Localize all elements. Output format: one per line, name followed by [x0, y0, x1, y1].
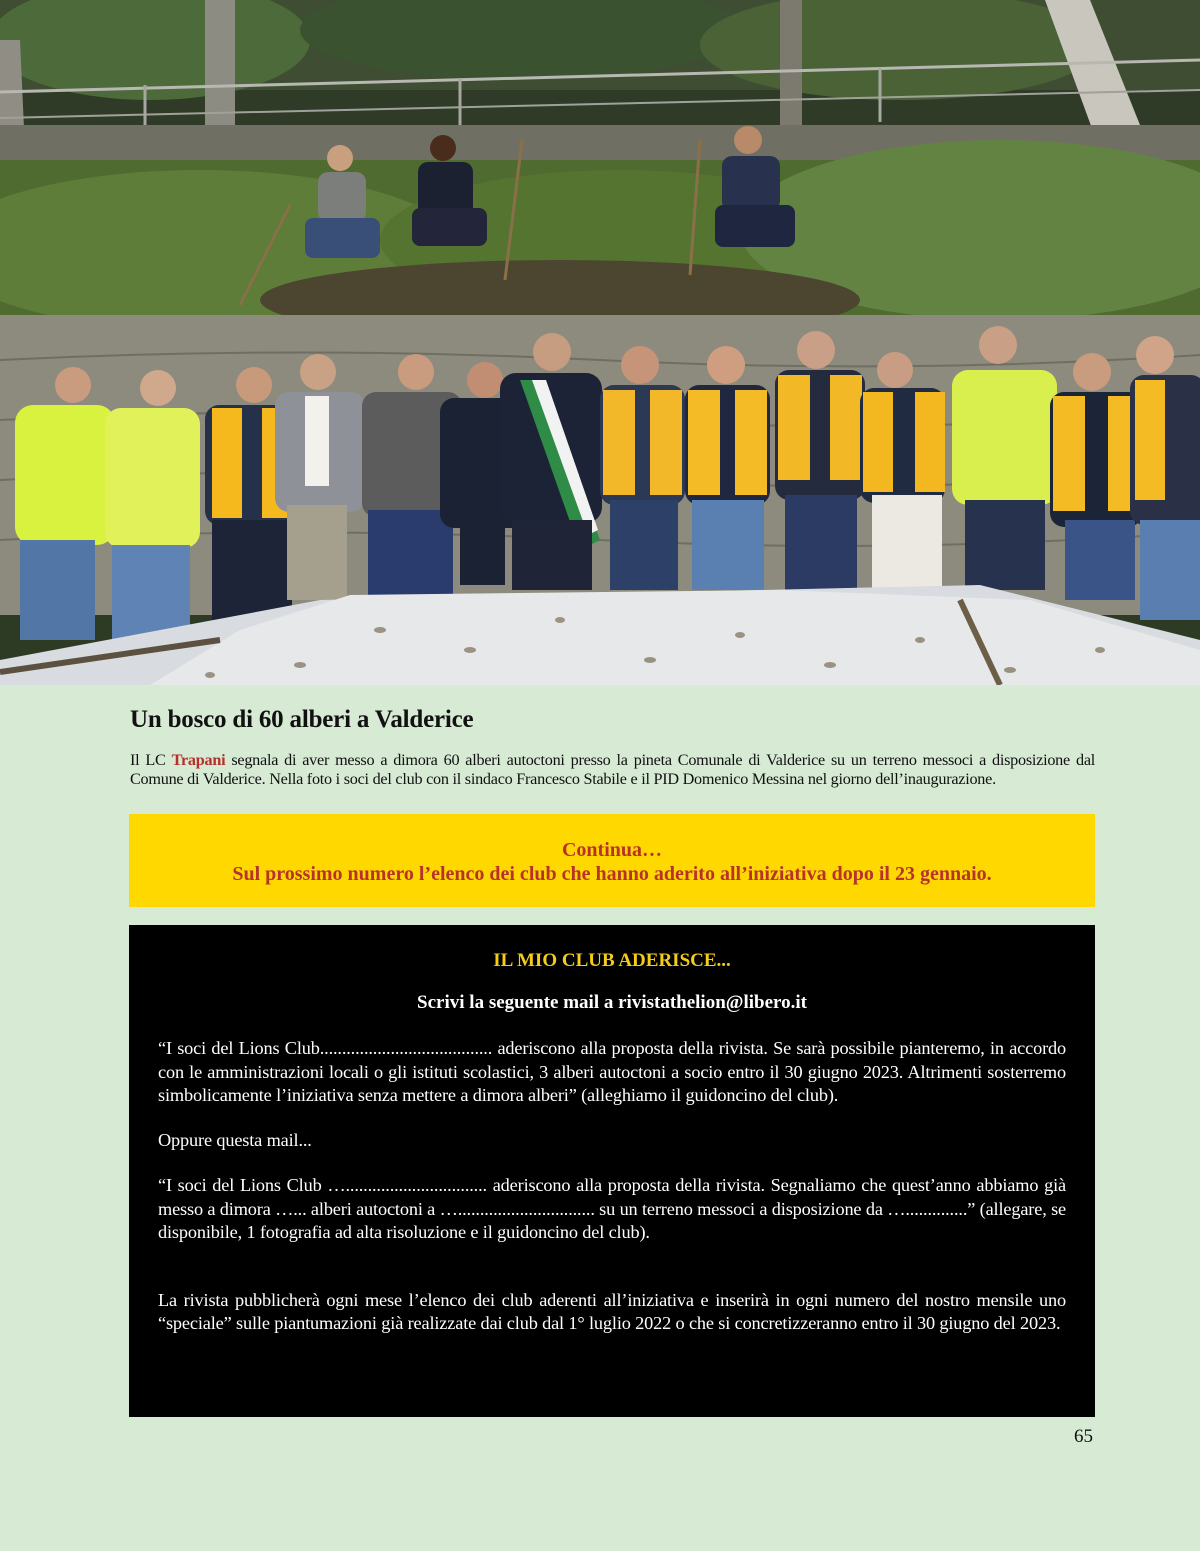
mail-template-2: “I soci del Lions Club …................................ aderiscono alla proposta della rivista. Segnaliamo che quest’anno abbiamo già messo a dimora …... alberi autoctoni a …............................... su un terreno messoci a disposizione da …..............” (allegare, se disponibile, 1 fotografia ad alta risoluzione e il guidoncino del club).: [158, 1175, 1066, 1242]
publication-note: La rivista pubblicherà ogni mese l’elenco dei club aderenti all’iniziativa e inserirà in ogni numero del nostro mensile uno “speciale” sulle piantumazioni già realizzate dai club dal 1° luglio 2022 o che si concretizzeranno entro il 30 giugno del 2023.: [158, 1289, 1066, 1333]
caption-prefix: Il LC: [130, 751, 172, 769]
box-email-instruction: Scrivi la seguente mail a rivistathelion@libero.it: [417, 992, 807, 1013]
caption-text: segnala di aver messo a dimora 60 alberi autoctoni presso la pineta Comunale di Valderice su un terreno messoci a disposizione dal Comune di Valderice. Nella foto i soci del club con il sindaco Francesco Stabile e il PID Domenico Messina nel giorno dell’inaugurazione.: [130, 751, 1095, 788]
continua-banner: [129, 814, 1095, 907]
continua-text: Sul prossimo numero l’elenco dei club che hanno aderito all’iniziativa dopo il 23 gennaio.: [232, 863, 992, 885]
group-photo: [0, 0, 1200, 685]
alternative-intro: Oppure questa mail...: [158, 1129, 312, 1150]
article-title: Un bosco di 60 alberi a Valderice: [130, 706, 474, 733]
box-heading: IL MIO CLUB ADERISCE...: [493, 950, 731, 971]
article-caption: [130, 751, 1095, 789]
club-adherence-box: [129, 925, 1095, 1417]
group-photo-illustration: [0, 0, 1200, 685]
page-number: 65: [1074, 1426, 1093, 1447]
continua-title: Continua…: [561, 839, 663, 861]
caption-club-name: Trapani: [171, 751, 226, 769]
mail-template-1: “I soci del Lions Club....................................... aderiscono alla proposta della rivista. Se sarà possibile pianteremo, in accordo con le amministrazioni locali o gli istituti scolastici, 3 alberi autoctoni a socio entro il 30 giugno 2023. Altrimenti sosterremo simbolicamente l’iniziativa senza mettere a dimora alberi” (alleghiamo il guidoncino del club).: [158, 1038, 1066, 1105]
